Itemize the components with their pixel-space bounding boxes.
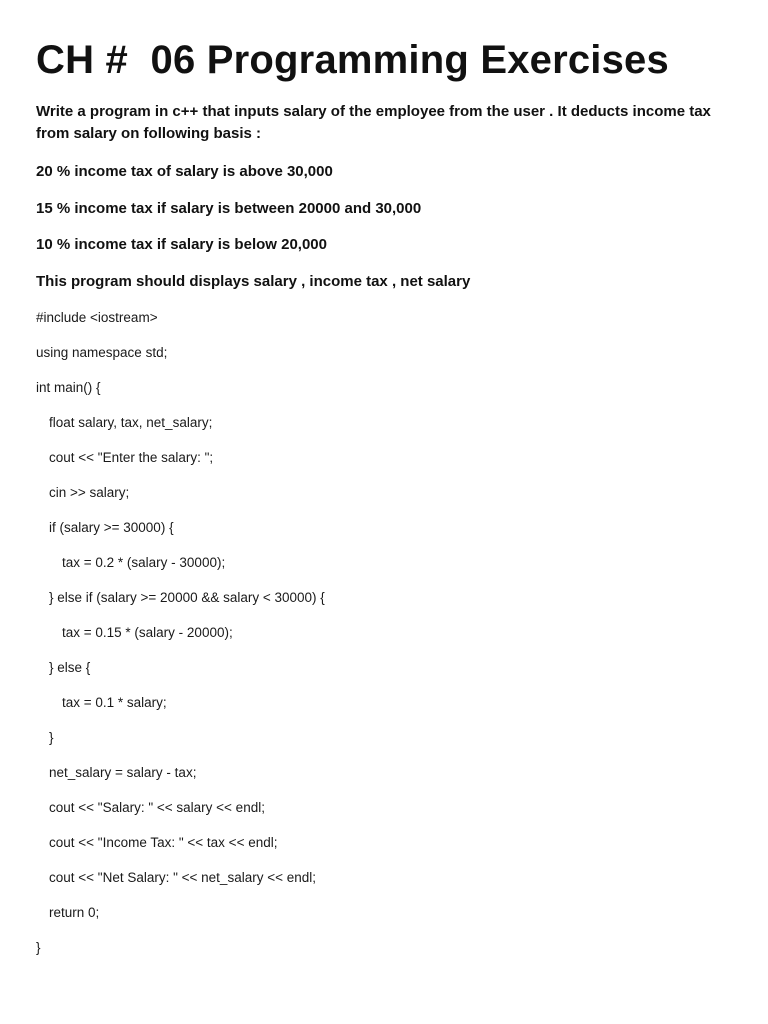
code-line: } — [36, 940, 41, 955]
code-line: #include <iostream> — [36, 310, 158, 325]
code-line: using namespace std; — [36, 345, 168, 360]
code-line: if (salary >= 30000) { — [49, 520, 174, 535]
code-line: return 0; — [49, 905, 100, 920]
tax-rule-3: 10 % income tax if salary is below 20,000 — [36, 236, 327, 253]
code-line: } else if (salary >= 20000 && salary < 30000) { — [49, 590, 325, 605]
code-line: int main() { — [36, 380, 101, 395]
tax-rule-2: 15 % income tax if salary is between 20000 and 30,000 — [36, 200, 422, 217]
code-line: tax = 0.2 * (salary - 30000); — [62, 555, 226, 570]
code-line: } — [49, 730, 54, 745]
code-line: float salary, tax, net_salary; — [49, 415, 213, 430]
code-line: cin >> salary; — [49, 485, 130, 500]
tax-rule-1: 20 % income tax of salary is above 30,000 — [36, 163, 333, 180]
output-requirement: This program should displays salary , income tax , net salary — [36, 273, 471, 290]
page-title: CH # 06 Programming Exercises — [36, 38, 669, 82]
code-line: tax = 0.15 * (salary - 20000); — [62, 625, 233, 640]
code-line: cout << "Net Salary: " << net_salary << endl; — [49, 870, 316, 885]
code-line: cout << "Income Tax: " << tax << endl; — [49, 835, 278, 850]
code-line: cout << "Salary: " << salary << endl; — [49, 800, 265, 815]
code-line: tax = 0.1 * salary; — [62, 695, 167, 710]
code-line: } else { — [49, 660, 91, 675]
exercise-description: Write a program in c++ that inputs salary of the employee from the user . It deducts income tax from salary on following basis : — [36, 103, 711, 142]
code-line: cout << "Enter the salary: "; — [49, 450, 214, 465]
code-line: net_salary = salary - tax; — [49, 765, 197, 780]
